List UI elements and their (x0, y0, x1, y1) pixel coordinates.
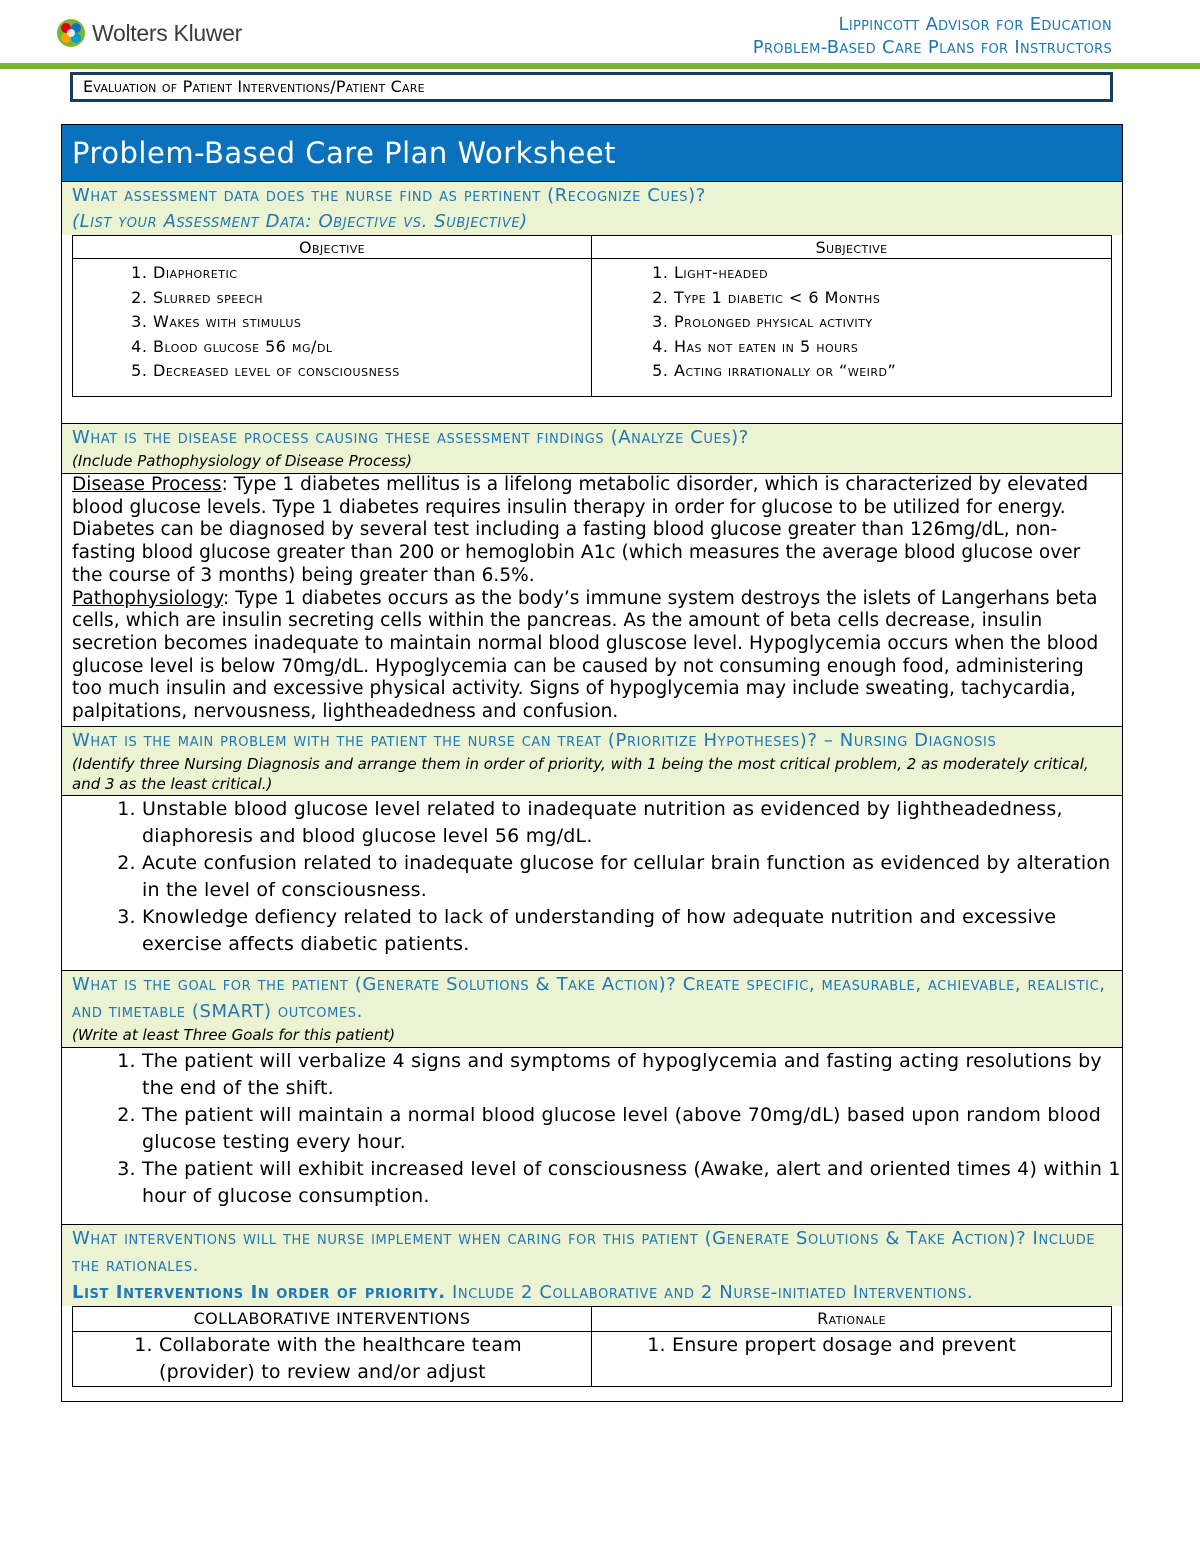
diagnosis-question: What is the main problem with the patient the nurse can treat (Prioritize Hypotheses)? – Nursing Diagnosis (72, 729, 997, 751)
rationale-header: Rationale (592, 1306, 1112, 1331)
goals-header (62, 970, 1122, 1047)
interventions-question: What interventions will the nurse implement when caring for this patient (Generate Solutions & Take Action)? Include the rationales. (72, 1227, 1096, 1276)
header-divider (0, 63, 1200, 69)
list-item: 3. The patient will exhibit increased level of consciousness (Awake, alert and oriented times 4) within 1 hour of glucose consumption. (142, 1156, 1122, 1210)
diagnosis-content (62, 795, 1122, 970)
objective-list (73, 261, 591, 384)
worksheet-title-bar (62, 124, 1122, 181)
worksheet-title: Problem-Based Care Plan Worksheet (72, 136, 616, 170)
list-item: 2. Acute confusion related to inadequate glucose for cellular brain function as evidenced by alteration in the level of consciousness. (142, 850, 1122, 904)
disease-instruction: (Include Pathophysiology of Disease Process) (72, 452, 412, 470)
list-item: 2. Slurred speech (153, 286, 591, 311)
worksheet-bottom-edge (62, 1387, 1122, 1402)
disease-content (62, 473, 1122, 726)
list-item: 1. Unstable blood glucose level related to inadequate nutrition as evidenced by lightheadedness, diaphoresis and blood glucose level 56 mg/dL. (142, 796, 1122, 850)
logo-text: Wolters Kluwer (92, 19, 243, 46)
goals-question: What is the goal for the patient (Generate Solutions & Take Action)? Create specific, measurable, achievable, realistic, and timetable (SMART) outcomes. (72, 973, 1106, 1022)
header-line-1: Lippincott Advisor for Education (838, 14, 1112, 35)
collaborative-list (73, 1332, 591, 1386)
collaborative-cell (73, 1331, 592, 1386)
collaborative-header: COLLABORATIVE INTERVENTIONS (73, 1306, 592, 1331)
disease-header (62, 423, 1122, 473)
list-item: 2. Type 1 diabetic < 6 Months (674, 286, 1111, 311)
pathophysiology-label: Pathophysiology (72, 587, 224, 609)
list-item: 3. Wakes with stimulus (153, 310, 591, 335)
list-item: 1. Light-headed (674, 261, 1111, 286)
interventions-rest-text: Include 2 Collaborative and 2 Nurse-initiated Interventions. (445, 1281, 974, 1303)
assessment-table (72, 235, 1112, 397)
wolters-kluwer-logo-icon (56, 18, 86, 48)
interventions-list-instruction (72, 1279, 1112, 1306)
rationale-cell (592, 1331, 1112, 1386)
list-item: 1. Diaphoretic (153, 261, 591, 286)
disease-question: What is the disease process causing these assessment findings (Analyze Cues)? (72, 427, 749, 448)
subjective-list (592, 261, 1111, 384)
document-header (753, 13, 1112, 59)
list-item: 1. The patient will verbalize 4 signs and symptoms of hypoglycemia and fasting acting resolutions by the end of the shift. (142, 1048, 1122, 1102)
goals-instruction: (Write at least Three Goals for this patient) (72, 1025, 396, 1044)
assessment-subtitle: (List your Assessment Data: Objective vs. Subjective) (72, 211, 528, 232)
evaluation-title-box (70, 72, 1113, 102)
objective-header: Objective (73, 236, 592, 259)
list-item: 5. Acting irrationally or “weird” (674, 359, 1111, 384)
goals-list (62, 1048, 1122, 1210)
list-item: 1. Ensure propert dosage and prevent (672, 1332, 1111, 1359)
list-item: 3. Prolonged physical activity (674, 310, 1111, 335)
disease-process-text: : Type 1 diabetes mellitus is a lifelong metabolic disorder, which is characterized by elevated blood glucose levels. Type 1 diabetes requires insulin therapy in order for glucose to be utilized for energy. Diabetes can be diagnosed by several test including a fasting blood glucose greater than 126mg/dL, non-fasting blood glucose greater than 200 or hemoglobin A1c (which measures the average blood glucose over the course of 3 months) being greater than 6.5%. (72, 474, 1089, 586)
list-item: 2. The patient will maintain a normal blood glucose level (above 70mg/dL) based upon random blood glucose testing every hour. (142, 1102, 1122, 1156)
list-item: 4. Has not eaten in 5 hours (674, 335, 1111, 360)
interventions-bold-text: List Interventions In order of priority. (72, 1281, 446, 1303)
list-item: 5. Decreased level of consciousness (153, 359, 591, 384)
pathophysiology-text: : Type 1 diabetes occurs as the body’s immune system destroys the islets of Langerhans beta cells, which are insulin secreting cells within the pancreas. As the amount of beta cells decrease, insulin secretion becomes inadequate to maintain normal blood gluscose level. Hypoglycemia occurs when the blood glucose level is below 70mg/dL. Hypoglycemia can be caused by not consuming enough food, administering too much insulin and excessive physical activity. Signs of hypoglycemia may include sweating, tachycardia, palpitations, nervousness, lightheadedness and confusion. (72, 587, 1099, 723)
wolters-kluwer-logo (56, 18, 242, 48)
header-line-2: Problem-Based Care Plans for Instructors (752, 37, 1112, 58)
list-item: 1. Collaborate with the healthcare team (provider) to review and/or adjust (159, 1332, 591, 1386)
evaluation-title: Evaluation of Patient Interventions/Patient Care (83, 77, 425, 96)
list-item: 3. Knowledge defiency related to lack of understanding of how adequate nutrition and excessive exercise affects diabetic patients. (142, 904, 1122, 958)
assessment-question: What assessment data does the nurse find as pertinent (Recognize Cues)? (72, 185, 706, 206)
goals-content (62, 1047, 1122, 1224)
diagnosis-header (62, 726, 1122, 795)
objective-cell (73, 259, 592, 397)
care-plan-worksheet (61, 124, 1123, 1402)
interventions-header (62, 1224, 1122, 1306)
assessment-header (62, 181, 1122, 235)
assessment-spacer (62, 397, 1122, 423)
list-item: 4. Blood glucose 56 mg/dl (153, 335, 591, 360)
diagnosis-list (62, 796, 1122, 958)
disease-process-label: Disease Process (72, 474, 222, 495)
subjective-cell (592, 259, 1112, 397)
interventions-table (72, 1306, 1112, 1387)
diagnosis-instruction: (Identify three Nursing Diagnosis and arrange them in order of priority, with 1 being the most critical problem, 2 as moderately critical, and 3 as the least critical.) (72, 754, 1089, 793)
subjective-header: Subjective (592, 236, 1112, 259)
rationale-list (592, 1332, 1111, 1359)
